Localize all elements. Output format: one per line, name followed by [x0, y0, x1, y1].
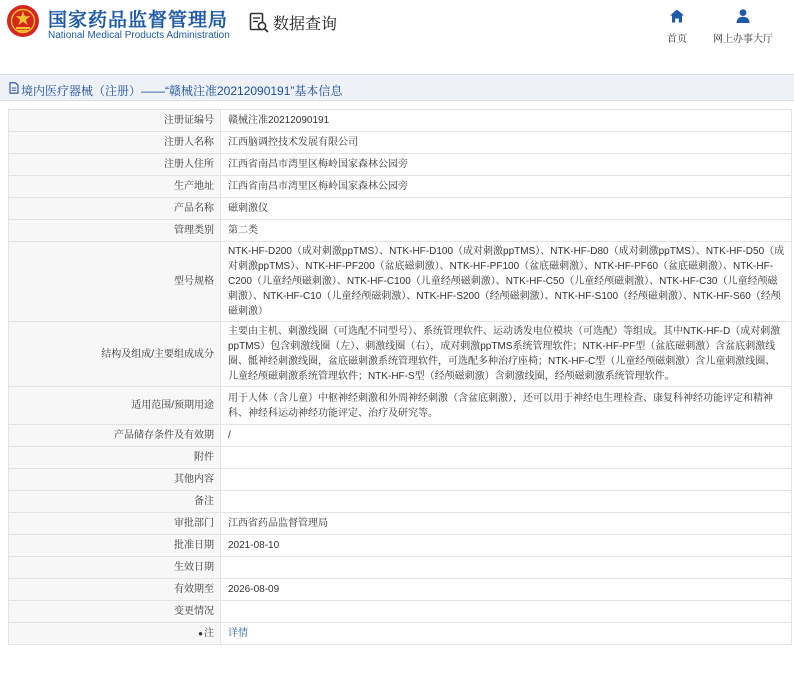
field-label-text: 管理类别	[174, 225, 214, 236]
field-label	[9, 154, 221, 176]
field-value	[221, 176, 792, 198]
field-value-text: 用于人体（含儿童）中枢神经刺激和外周神经刺激（含盆底刺激），还可以用于神经电生理检查、康复科神经功能评定和精神科、神经科运动神经功能评定、治疗及研究等。	[228, 392, 773, 419]
nav-home-label: 首页	[667, 34, 687, 45]
field-value	[221, 110, 792, 132]
field-value	[221, 242, 792, 322]
field-value-text: 赣械注准20212090191	[228, 115, 330, 126]
field-label-text: 备注	[194, 496, 214, 507]
field-label-text: 产品名称	[174, 203, 214, 214]
field-value-text: 江西省药品监督管理局	[228, 518, 328, 529]
field-label	[9, 601, 221, 623]
table-row	[9, 110, 792, 132]
field-label	[9, 322, 221, 387]
table-row	[9, 579, 792, 601]
field-value	[221, 322, 792, 387]
field-label-text: 注册人名称	[164, 137, 214, 148]
field-value	[221, 623, 792, 645]
table-row	[9, 491, 792, 513]
field-label-text: 生产地址	[174, 181, 214, 192]
table-row	[9, 322, 792, 387]
field-label	[9, 491, 221, 513]
field-label-text: 注册证编号	[164, 115, 214, 126]
user-icon	[735, 8, 751, 24]
nav-online-service-hall[interactable]	[708, 8, 778, 45]
field-label	[9, 623, 221, 645]
breadcrumb	[0, 74, 794, 101]
field-value	[221, 132, 792, 154]
nav-home[interactable]	[660, 8, 694, 45]
brand-name-en: National Medical Products Administration	[48, 30, 230, 41]
field-value	[221, 220, 792, 242]
breadcrumb-text: 境内医疗器械（注册）——“赣械注准20212090191”基本信息	[21, 84, 343, 98]
field-label-text: 附件	[194, 452, 214, 463]
field-value-text: NTK-HF-D200（成对刺激ppTMS）、NTK-HF-D100（成对刺激ppTMS）、NTK-HF-D80（成对刺激ppTMS）、NTK-HF-D50（成对刺激ppTMS）、NTK-HF-PF200（盆底磁刺激）、NTK-HF-PF100（盆底磁刺激）、NTK-HF-PF60（盆底磁刺激）、NTK-HF-C200（儿童经颅磁刺激）、NTK-HF-C100（儿童经颅磁刺激）、NTK-HF-C50（儿童经颅磁刺激）、NTK-HF-C30（儿童经颅磁刺激）、NTK-HF-C10（儿童经颅磁刺激）、NTK-HF-S200（经颅磁刺激）、NTK-HF-S100（经颅磁刺激）、NTK-HF-S60（经颅磁刺激）	[228, 246, 785, 317]
field-value-text: 2026-08-09	[228, 584, 280, 595]
field-label	[9, 198, 221, 220]
nav-online-label: 网上办事大厅	[713, 34, 773, 45]
details-link[interactable]: 详情	[228, 628, 248, 639]
field-value	[221, 387, 792, 425]
field-label-text: 审批部门	[174, 518, 214, 529]
document-icon	[9, 82, 19, 94]
field-value	[221, 557, 792, 579]
field-value	[221, 491, 792, 513]
field-label-text: 适用范围/预期用途	[131, 400, 214, 411]
field-label	[9, 535, 221, 557]
field-value-text: 主要由主机、刺激线圈（可选配不同型号）、系统管理软件、运动诱发电位模块（可选配）等组成。其中NTK-HF-D（成对刺激ppTMS）包含刺激线圈（左）、刺激线圈（右），成对刺激ppTMS系统管理软件；NTK-HF-PF型（盆底磁刺激）含盆底刺激线圈、骶神经刺激线圈，盆底磁刺激系统管理软件，可选配多种治疗座椅；NTK-HF-C型（儿童经颅磁刺激）含儿童刺激线圈、儿童经颅磁刺激系统管理软件；NTK-HF-S型（经颅磁刺激）含刺激线圈，经颅磁刺激系统管理软件。	[228, 326, 781, 382]
home-icon	[669, 8, 685, 24]
field-label-text: 变更情况	[174, 606, 214, 617]
field-value	[221, 198, 792, 220]
table-row	[9, 242, 792, 322]
data-query-icon	[249, 12, 269, 34]
field-label-text: 产品储存条件及有效期	[114, 430, 214, 441]
field-label	[9, 176, 221, 198]
field-label	[9, 242, 221, 322]
field-value	[221, 601, 792, 623]
field-label	[9, 447, 221, 469]
table-row	[9, 198, 792, 220]
table-row	[9, 535, 792, 557]
field-label	[9, 425, 221, 447]
field-value	[221, 154, 792, 176]
field-value	[221, 535, 792, 557]
bullet-icon: ●	[198, 629, 203, 638]
field-value	[221, 579, 792, 601]
field-label	[9, 110, 221, 132]
field-value-text: 磁刺激仪	[228, 203, 268, 214]
national-emblem-icon[interactable]	[6, 4, 40, 38]
field-value	[221, 425, 792, 447]
field-label-text: 结构及组成/主要组成成分	[101, 348, 214, 360]
field-label	[9, 132, 221, 154]
table-row	[9, 154, 792, 176]
data-query-title: 数据查询	[273, 16, 338, 33]
field-label-text: 型号规格	[174, 276, 214, 287]
table-row	[9, 601, 792, 623]
table-row	[9, 513, 792, 535]
field-label	[9, 220, 221, 242]
table-row	[9, 447, 792, 469]
field-label	[9, 557, 221, 579]
site-header	[0, 0, 794, 74]
field-value-text: 2021-08-10	[228, 540, 280, 551]
field-label-text: 注册人住所	[164, 159, 214, 170]
field-value-text: 江西省南昌市湾里区梅岭国家森林公园旁	[228, 159, 408, 170]
brand-name-cn: 国家药品监督管理局	[48, 10, 229, 31]
table-row	[9, 469, 792, 491]
field-value-text: /	[228, 430, 231, 441]
field-label	[9, 387, 221, 425]
field-value	[221, 513, 792, 535]
field-label	[9, 469, 221, 491]
field-value-text: 江西脑调控技术发展有限公司	[228, 137, 358, 148]
field-value-text: 江西省南昌市湾里区梅岭国家森林公园旁	[228, 181, 408, 192]
field-label	[9, 513, 221, 535]
table-row	[9, 623, 792, 645]
table-row	[9, 387, 792, 425]
registration-info-table	[8, 109, 792, 645]
field-label-text: 其他内容	[174, 474, 214, 485]
table-row	[9, 425, 792, 447]
field-value-text: 第二类	[228, 225, 258, 236]
field-value	[221, 447, 792, 469]
table-row	[9, 132, 792, 154]
field-label-text: 注	[204, 628, 214, 639]
field-label	[9, 579, 221, 601]
field-label-text: 批准日期	[174, 540, 214, 551]
table-row	[9, 220, 792, 242]
table-row	[9, 176, 792, 198]
field-label-text: 生效日期	[174, 562, 214, 573]
table-row	[9, 557, 792, 579]
field-label-text: 有效期至	[174, 584, 214, 595]
field-value	[221, 469, 792, 491]
